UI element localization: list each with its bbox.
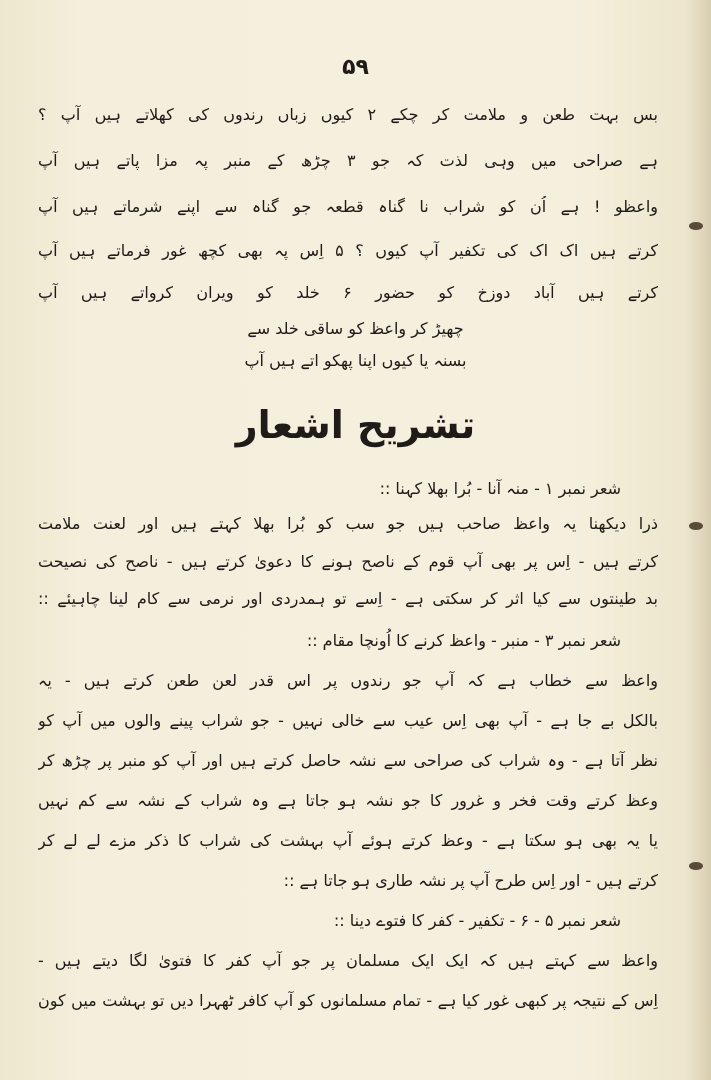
section-1-line-3: بد طینتوں سے کیا اثر کر سکتی ہے - اِسے تو ہمدردی اور نرمی سے کام لینا چاہیئے :: (38, 589, 658, 608)
verse-line-3: واعظو ! ہے اُن کو شراب نا گناہ قطعہ جو گناہ سے اپنے شرماتے ہیں آپ (38, 197, 658, 216)
section-3-title: شعر نمبر ۵ - ۶ - تکفیر - کفر کا فتوے دینا :: (333, 911, 621, 930)
page-edge-shadow (685, 0, 711, 1080)
section-3-line-1: واعظ سے کہتے ہیں کہ ایک ایک مسلمان پر جو آپ کفر کا فتویٰ لگا دیتے ہیں - (38, 951, 658, 970)
section-2-title: شعر نمبر ۳ - منبر - واعظ کرنے کا اُونچا مقام :: (306, 631, 621, 650)
verse-line-1: بس بہت طعن و ملامت کر چکے ۲ کیوں زباں رندوں کی کھلاتے ہیں آپ ؟ (38, 105, 658, 124)
section-2-line-4: وعظ کرتے وقت فخر و غرور کا جو نشہ ہو جاتا ہے وہ شراب کے نشہ سے کم نہیں (38, 791, 658, 810)
verse-line-6: چھیڑ کر واعظ کو ساقی خلد سے (247, 319, 464, 338)
section-2-line-2: بالکل بے جا ہے - آپ بھی اِس عیب سے خالی نہیں - جو شراب پینے والوں میں آپ کو (38, 711, 658, 730)
verse-line-5: کرتے ہیں آباد دوزخ کو حضور ۶ خلد کو ویران کرواتے ہیں آپ (38, 283, 658, 302)
page-number: ۵۹ (342, 55, 369, 80)
section-2-line-6: کرتے ہیں - اور اِس طرح آپ پر نشہ طاری ہو جاتا ہے :: (283, 871, 658, 890)
verse-line-2: ہے صراحی میں وہی لذت کہ جو ۳ چڑھ کے منبر پہ مزا پاتے ہیں آپ (38, 151, 658, 170)
binding-mark (689, 222, 703, 230)
section-2-line-3: نظر آتا ہے - وہ شراب کی صراحی سے نشہ حاصل کرتے ہیں اور آپ کو منبر پر چڑھ کر (38, 751, 658, 770)
section-2-line-1: واعظ سے خطاب ہے کہ آپ جو رندوں پر اس قدر لعن طعن کرتے ہیں - یہ (38, 671, 658, 690)
section-1-title: شعر نمبر ۱ - منہ آنا - بُرا بھلا کہنا :: (379, 479, 621, 498)
binding-mark (689, 522, 703, 530)
section-1-line-2: کرتے ہیں - اِس پر بھی آپ قوم کے ناصح ہونے کا دعویٰ کرتے ہیں - ناصح کی نصیحت (38, 552, 658, 571)
section-3-line-2: اِس کے نتیجہ پر کبھی غور کیا ہے - تمام مسلمانوں کو آپ کافر ٹھہرا دیں تو بہشت میں کون (38, 991, 658, 1010)
binding-mark (689, 862, 703, 870)
verse-line-7: بسنہ یا کیوں اپنا پھکو اتے ہیں آپ (244, 351, 467, 370)
section-2-line-5: یا یہ بھی ہو سکتا ہے - وعظ کرتے ہوئے آپ بہشت کی شراب کا ذکر مزے لے لے کر (38, 831, 658, 850)
verse-line-4: کرتے ہیں اک اک کی تکفیر آپ کیوں ؟ ۵ اِس پہ بھی کچھ غور فرماتے ہیں آپ (38, 241, 658, 260)
section-heading: تشریح اشعار (235, 403, 476, 447)
section-1-line-1: ذرا دیکھنا یہ واعظ صاحب ہیں جو سب کو بُرا بھلا کہتے ہیں اور لعنت ملامت (38, 514, 658, 533)
